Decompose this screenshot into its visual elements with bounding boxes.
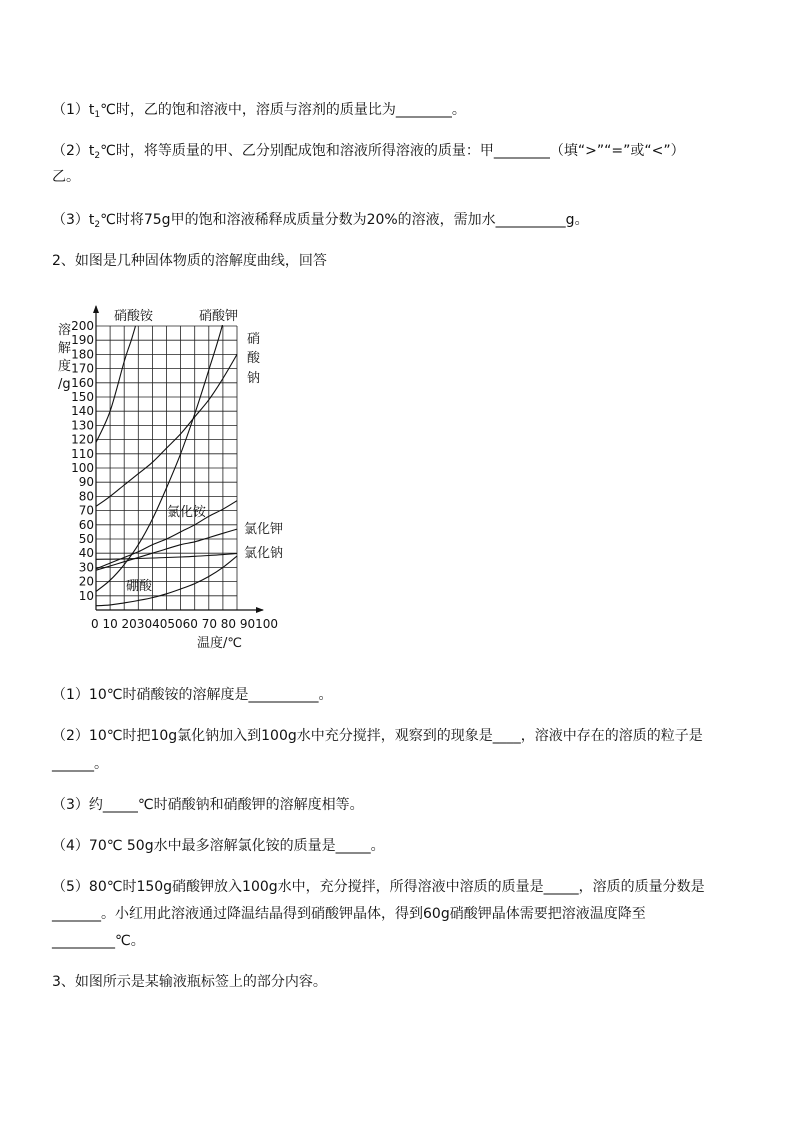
y-tick-label: 120 (71, 432, 94, 447)
q1-item-3-sub: 2 (94, 220, 101, 230)
y-tick-label: 50 (78, 532, 94, 546)
q1-item-3 (52, 211, 589, 234)
q2-item-5-cont-1: _______。小红用此溶液通过降温结晶得到硝酸钾晶体，得到60g硝酸钾晶体需要把溶液温度降至 (52, 906, 646, 922)
y-axis-label-char: 度 (58, 359, 72, 374)
q1-item-1-post: ℃时，乙的饱和溶液中，溶质与溶剂的质量比为________。 (100, 102, 466, 118)
curve-label: 氯化铵 (167, 505, 207, 520)
q1-item-3-pre: （3）t (52, 212, 95, 228)
y-tick-label: 170 (71, 361, 94, 376)
x-axis-label: 温度/℃ (197, 636, 242, 651)
q1-item-2-sub: 2 (94, 151, 101, 161)
curve-label: 氯化钾 (244, 522, 284, 537)
q1-item-3-post: ℃时将75g甲的饱和溶液稀释成质量分数为20%的溶液，需加水__________g。 (100, 212, 589, 228)
y-tick-label: 100 (71, 461, 94, 475)
y-axis-arrow (93, 305, 99, 313)
y-tick-label: 140 (71, 404, 94, 419)
q1-item-1-pre: （1）t (52, 102, 95, 118)
q3-title: 3、如图所示是某输液瓶标签上的部分内容。 (52, 974, 327, 990)
y-tick-labels (71, 319, 94, 603)
y-axis-label-char: 解 (58, 341, 72, 356)
y-tick-label: 10 (78, 588, 94, 603)
series-curve (96, 326, 136, 442)
curve-label: 硝 (247, 332, 261, 347)
y-tick-label: 130 (71, 418, 94, 433)
y-tick-label: 110 (71, 446, 94, 461)
x-axis-arrow (256, 607, 264, 613)
q2-item-4: （4）70℃ 50g水中最多溶解氯化铵的质量是_____。 (52, 838, 385, 854)
q1-item-2 (52, 142, 685, 165)
q1-item-2-post: ℃时，将等质量的甲、乙分别配成饱和溶液所得溶液的质量：甲________（填“>”“=”或“<”） (100, 143, 685, 159)
y-tick-label: 150 (71, 390, 94, 404)
q1-item-1 (52, 101, 466, 124)
y-tick-label: 70 (78, 503, 94, 518)
q2-item-5: （5）80℃时150g硝酸钾放入100g水中，充分搅拌，所得溶液中溶质的质量是_____，溶质的质量分数是 (52, 879, 705, 895)
y-tick-label: 80 (78, 489, 94, 504)
y-tick-label: 40 (78, 546, 94, 561)
q1-item-2-pre: （2）t (52, 143, 95, 159)
y-tick-label: 30 (78, 560, 94, 575)
q2-title: 2、如图是几种固体物质的溶解度曲线，回答 (52, 253, 327, 269)
y-axis-label-char: /g (58, 377, 71, 392)
q2-item-2-cont: ______。 (52, 756, 108, 772)
curve-label: 氯化钠 (244, 546, 284, 561)
y-tick-label: 90 (78, 475, 94, 490)
curve-label: 硝酸铵 (114, 309, 154, 324)
curve-label: 硼酸 (126, 579, 153, 594)
q2-item-5-cont-2: _________℃。 (52, 933, 145, 949)
q1-item-1-sub: 1 (94, 110, 101, 120)
y-tick-label: 180 (71, 347, 94, 362)
y-tick-label: 160 (71, 375, 94, 390)
q2-item-1: （1）10℃时硝酸铵的溶解度是__________。 (52, 687, 333, 703)
curve-label: 钠 (247, 371, 261, 386)
y-tick-label: 200 (71, 319, 94, 333)
curve-label: 酸 (247, 351, 261, 366)
q2-item-2: （2）10℃时把10g氯化钠加入到100g水中充分搅拌，观察到的现象是____，溶液中存在的溶质的粒子是 (52, 728, 703, 744)
x-tick-labels: 0 10 2030405060 70 80 90100 (91, 617, 279, 631)
q2-item-3: （3）约_____℃时硝酸钠和硝酸钾的溶解度相等。 (52, 797, 364, 813)
chart-grid (96, 326, 237, 610)
curve-label: 硝酸钾 (199, 309, 239, 324)
q1-item-2-cont-text: 乙。 (52, 169, 80, 185)
y-tick-label: 60 (78, 517, 94, 532)
q1-item-2-cont (52, 168, 80, 186)
y-axis-label-char: 溶 (58, 323, 72, 338)
solubility-chart (50, 300, 310, 655)
y-axis-label (58, 322, 71, 392)
y-tick-label: 190 (71, 333, 94, 348)
y-tick-label: 20 (78, 574, 94, 589)
